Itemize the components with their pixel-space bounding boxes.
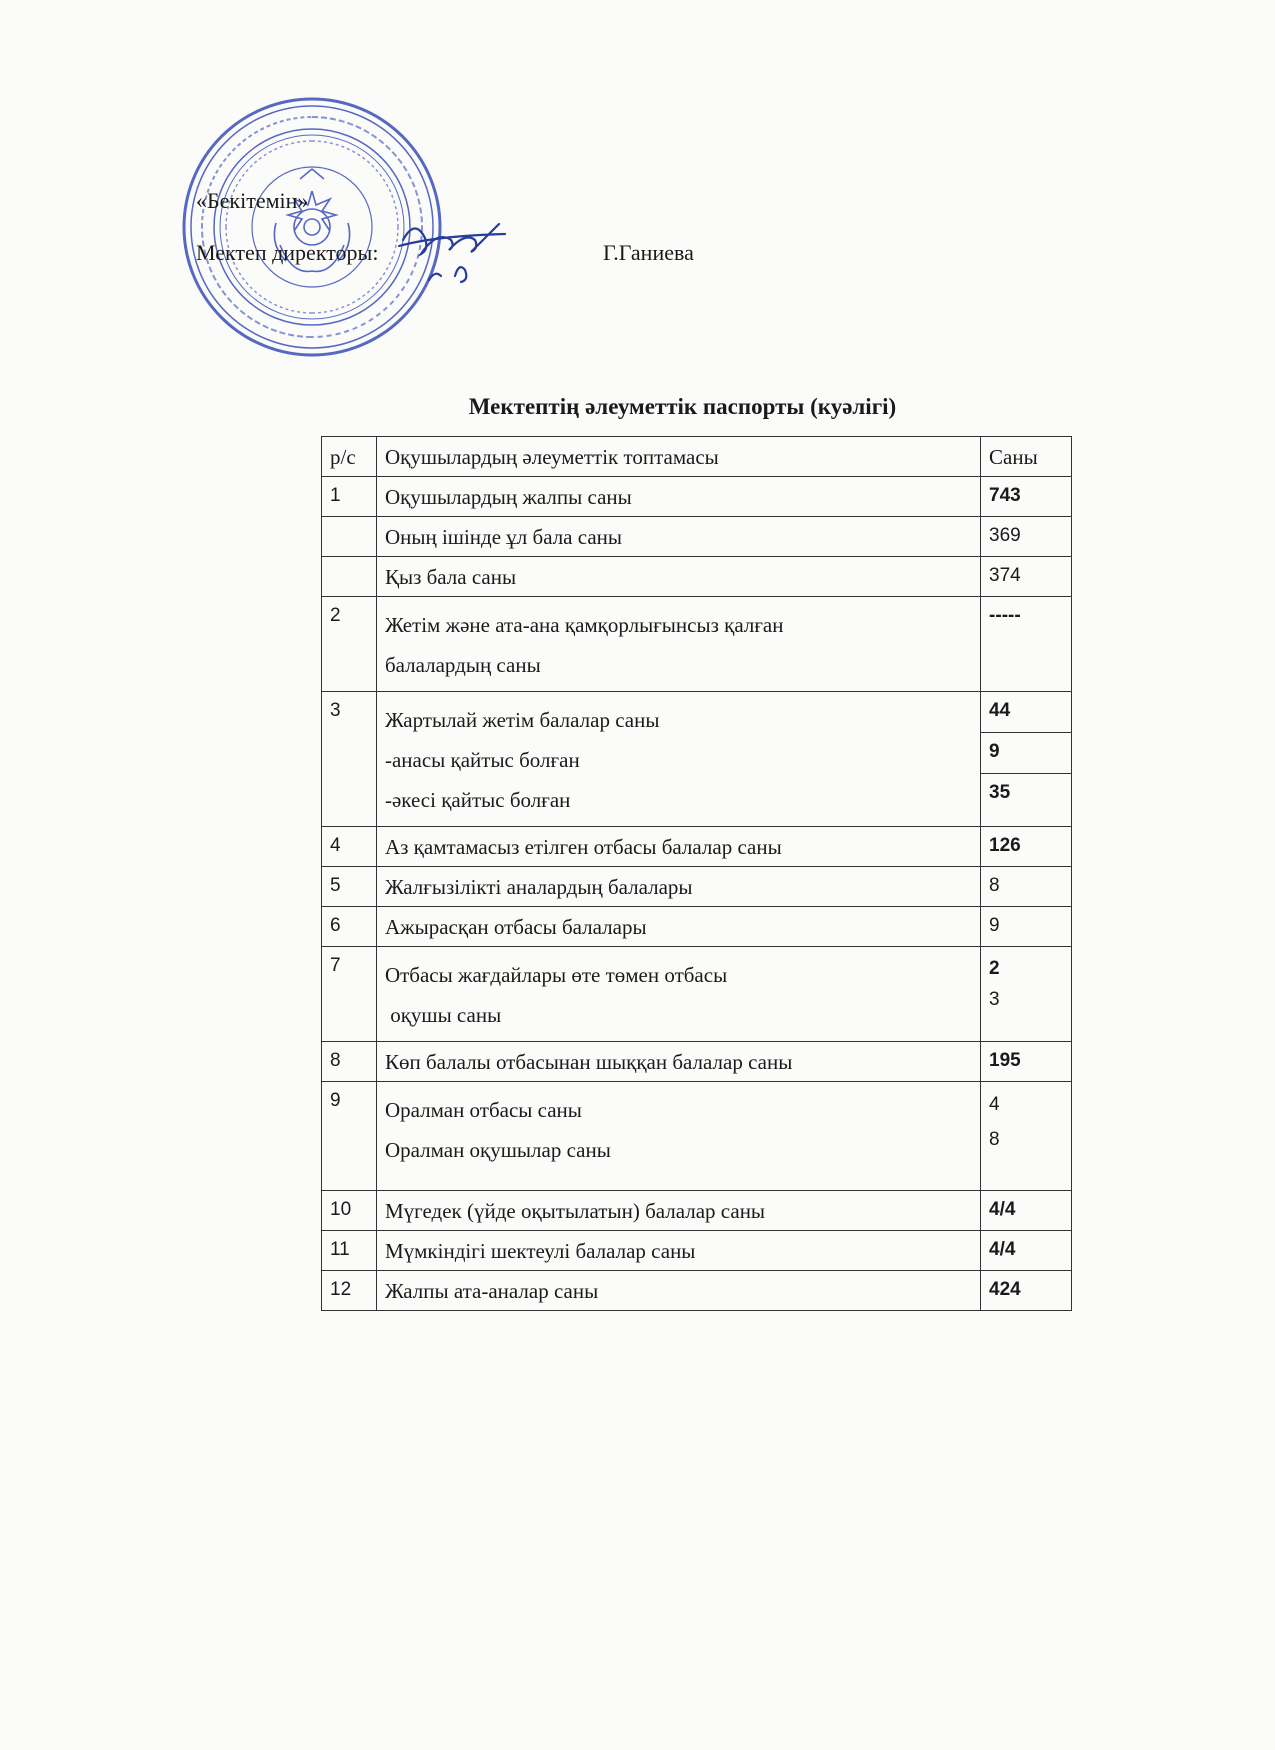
table-row: 9 Оралман отбасы саны Оралман оқушылар саны 4 8 [322, 1082, 1072, 1191]
table-row: 3 Жартылай жетім балалар саны -анасы қайтыс болған -әкесі қайтыс болған 44 9 35 [322, 692, 1072, 827]
header-num: р/с [322, 437, 377, 477]
header-group: Оқушылардың әлеуметтік топтамасы [376, 437, 980, 477]
table-row: 7 Отбасы жағдайлары өте төмен отбасы оқушы саны 2 3 [322, 947, 1072, 1042]
table-row: 1 Оқушылардың жалпы саны 743 [322, 477, 1072, 517]
director-signature [395, 210, 525, 320]
table-row: 4 Аз қамтамасыз етілген отбасы балалар саны 126 [322, 827, 1072, 867]
approval-label: «Бекітемін» [196, 188, 309, 213]
social-passport-table [321, 436, 1072, 1311]
table-row: 11 Мүмкіндігі шектеулі балалар саны 4/4 [322, 1231, 1072, 1271]
table-row: 2 Жетім және ата-ана қамқорлығынсыз қалған балалардың саны ----- [322, 597, 1072, 692]
director-name: Г.Ганиева [603, 240, 694, 265]
table-row: 12 Жалпы ата-аналар саны 424 [322, 1271, 1072, 1311]
table-row: 10 Мүгедек (үйде оқытылатын) балалар саны 4/4 [322, 1191, 1072, 1231]
table-row: 5 Жалғызілікті аналардың балалары 8 [322, 867, 1072, 907]
header-count: Саны [981, 437, 1072, 477]
table-row: Оның ішінде ұл бала саны 369 [322, 517, 1072, 557]
table-row: Қыз бала саны 374 [322, 557, 1072, 597]
document-title: Мектептің әлеуметтік паспорты (куәлігі) [468, 394, 897, 419]
table-header-row [322, 437, 1072, 477]
director-label: Мектеп директоры: [196, 240, 379, 265]
table-row: 6 Ажырасқан отбасы балалары 9 [322, 907, 1072, 947]
table-row: 8 Көп балалы отбасынан шыққан балалар саны 195 [322, 1042, 1072, 1082]
